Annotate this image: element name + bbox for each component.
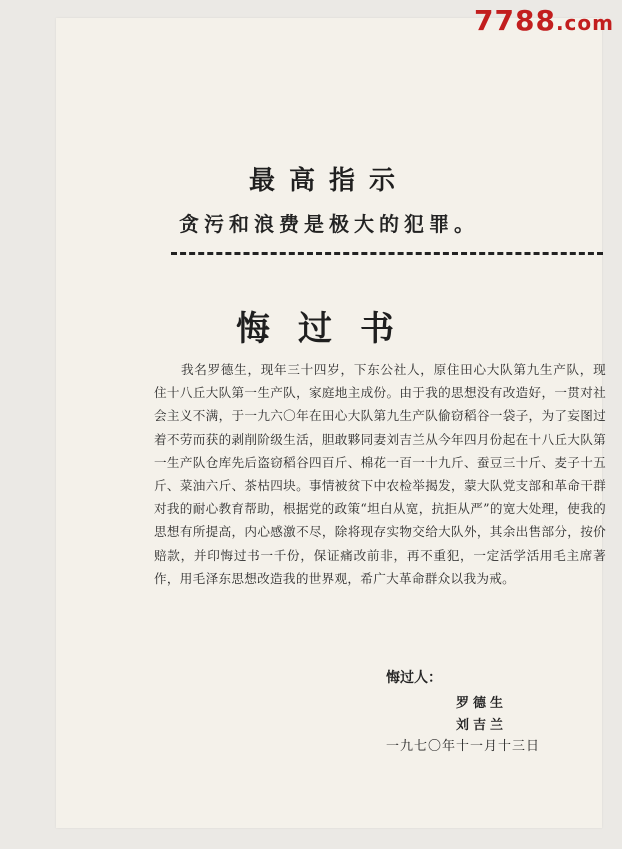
body-text (154, 358, 606, 590)
directive-heading: 最高指示 (248, 166, 409, 196)
signer-name: 刘吉兰 (456, 718, 508, 733)
body-paragraph: 我名罗德生，现年三十四岁，下东公社人，原住田心大队第九生产队，现住十八丘大队第一生产队，家庭地主成份。由于我的思想没有改造好，一贯对社会主义不满，于一九六〇年在田心大队第九生产队偷窃稻谷一袋子，为了妄图过着不劳而获的剥削阶级生活，胆敢夥同妻刘吉兰从今年四月份起在十八丘大队第一生产队仓库先后盗窃稻谷四百斤、棉花一百一十九斤、蚕豆三十斤、麦子十五斤、菜油六斤、茶枯四块。事情被贫下中农检举揭发，蒙大队党支部和革命干群对我的耐心教育帮助，根据党的政策“坦白从宽，抗拒从严”的宽大处理，使我的思想有所提高，内心感激不尽，除将现存实物交给大队外，其余出售部分，按价赔款，并印悔过书一千份，保证痛改前非，再不重犯，一定活学活用毛主席著作，用毛泽东思想改造我的世界观，希广大革命群众以我为戒。 (154, 362, 606, 586)
document-sheet (56, 18, 606, 828)
signature-label: 悔过人： (386, 670, 442, 686)
document-title: 悔过书 (236, 309, 422, 349)
directive-quote: 贪污和浪费是极大的犯罪。 (179, 212, 479, 236)
document-date: 一九七〇年十一月十三日 (386, 739, 541, 754)
watermark-brand: 7788 (474, 4, 556, 37)
signer-name: 罗德生 (456, 696, 508, 711)
site-watermark-logo (474, 4, 614, 37)
watermark-tld: .com (555, 11, 614, 35)
divider (171, 252, 603, 255)
